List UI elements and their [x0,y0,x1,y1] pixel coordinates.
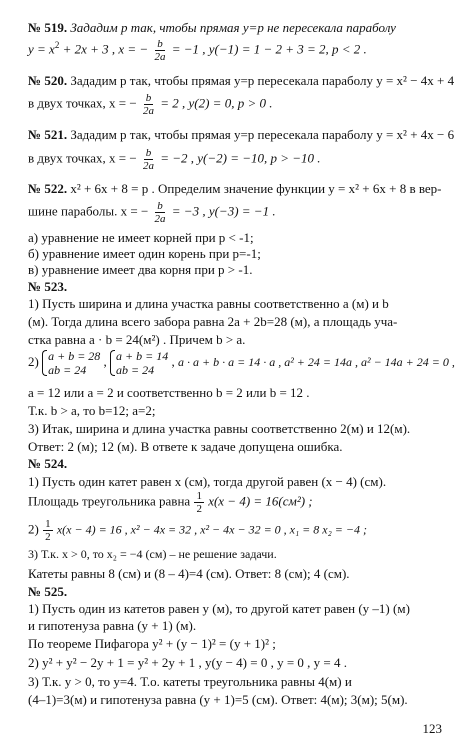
problem-524-line-3 [28,518,367,543]
problem-522-answer-a: а) уравнение не имеет корней при p < -1; [28,230,254,245]
problem-525-line-6: (4–1)=3(м) и гипотенуза равна (y + 1)=5 (см). Ответ: 4(м); 3(м); 5(м). [28,692,408,707]
problem-523-number: № 523. [28,279,68,294]
fraction-b-2a [152,38,167,63]
formula-part: 2) [28,521,43,537]
formula-part: Площадь треугольника равна [28,493,194,509]
problem-525-number: № 525. [28,584,68,599]
problem-522-text: x² + 6x + 8 = p . Определим значение функции y = x² + 6x + 8 в вер- [67,181,442,196]
fraction-one-half [194,490,204,515]
formula-part: = −1 , y(−1) = 1 − 2 + 3 = 2, p < 2 . [171,41,367,57]
formula-part: y = x [28,41,55,57]
problem-523-line-3: стка равна a · b = 24(м²) . Причем b > a. [28,332,246,347]
fraction-denominator: 2a [154,213,166,225]
formula-part: в двух точках, x = − [28,150,137,166]
problem-523-line-7: 3) Итак, ширина и длина участка равны соответственно 2(м) и 12(м). [28,421,411,436]
problem-520-line-1 [28,73,454,89]
problem-520-number: № 520. [28,73,68,88]
fraction-numerator: b [145,147,152,159]
problem-521-line-1 [28,127,454,143]
problem-525-line-3: По теореме Пифагора y² + (y − 1)² = (y + 1)² ; [28,636,276,651]
fraction-numerator: 1 [196,490,202,502]
problem-523-line-8: Ответ: 2 (м); 12 (м). В ответе к задаче допущена ошибка. [28,439,343,454]
equation-system-1 [42,349,100,377]
formula-part: x(x − 4) = 16 , x² − 4x = 32 , x² − 4x − 32 = 0 , x₁ = 8 x₂ = −4 ; [56,522,367,537]
system-eq: ab = 24 [116,363,155,377]
problem-523-systems-line: 2) a + b = 28 ab = 24 , a + b = 14 ab = 24 , a · a + b · a = 14 · a , a² + 24 = 14a , a² − 14a + 24 = 0 , [28,349,455,377]
problem-524-line-4: 3) Т.к. x > 0, то x₂ = −4 (см) – не решение задачи. [28,547,277,561]
problem-523-line-1: 1) Пусть ширина и длина участка равны соответственно a (м) и b [28,296,389,311]
fraction-numerator: 1 [45,518,51,530]
fraction-one-half [43,518,53,543]
problem-520-text: Зададим p так, чтобы прямая y=p пересекала параболу y = x² − 4x + 4 [70,73,455,88]
formula-part: + 2x + 3 , x = − [59,41,149,57]
problem-522-answer-b: б) уравнение имеет один корень при p=-1; [28,246,261,261]
fraction-numerator: b [157,38,163,50]
fraction-numerator: b [157,200,163,212]
page-number: 123 [422,721,442,736]
formula-part: шине параболы. x = − [28,203,149,219]
fraction-numerator: b [145,92,152,104]
fraction-denominator: 2 [45,531,51,543]
fraction-denominator: 2a [142,160,154,172]
problem-525-line-1: 1) Пусть один из катетов равен y (м), то другой катет равен (y –1) (м) [28,601,410,616]
problem-524-line-1: 1) Пусть один катет равен x (см), тогда другой равен (x − 4) (см). [28,474,387,489]
formula-part: a · a + b · a = 14 · a , a² + 24 = 14a , a² − 14a + 24 = 0 , [178,354,455,369]
problem-521-line-2 [28,147,321,172]
formula-part: = −2 , y(−2) = −10, p > −10 . [160,150,321,166]
fraction-denominator: 2a [142,105,154,117]
system-eq: a + b = 14 [116,349,169,363]
problem-519-text: Зададим p так, чтобы прямая y=p не пересекала параболу [70,20,396,35]
problem-522-answer-c: в) уравнение имеет два корня при p > -1. [28,262,253,277]
fraction-denominator: 2a [154,51,166,63]
problem-524-line-5: Катеты равны 8 (см) и (8 – 4)=4 (см). Ответ: 8 (см); 4 (см). [28,566,350,581]
problem-519-number: № 519. [28,20,68,35]
problem-525-line-5: 3) Т.к. y > 0, то y=4. Т.о. катеты треугольника равны 4(м) и [28,674,352,689]
fraction-b-2a [141,92,156,117]
problem-521-number: № 521. [28,127,68,142]
fraction-denominator: 2 [196,503,202,515]
problem-522-line-2 [28,200,276,225]
formula-part: = −3 , y(−3) = −1 . [171,203,276,219]
problem-523-line-6: Т.к. b > a, то b=12; a=2; [28,403,156,418]
problem-524-number: № 524. [28,456,68,471]
problem-520-line-2 [28,92,272,117]
system-eq: ab = 24 [48,363,87,377]
problem-519-line-2: $y = x^2 + 2x + 3$ , x = − $\frac{b}{2a}$ = −1 , y(−1) = 1 − 2 + 3 = 2, p < 2 . [28,38,367,63]
problem-523-line-2: (м). Тогда длина всего забора равна 2a + 2b=28 (м), а площадь уча- [28,314,398,329]
problem-523-line-5: a = 12 или a = 2 и соответственно b = 2 или b = 12 . [28,385,310,400]
equation-system-2 [110,349,168,377]
formula-part: = 2 , y(2) = 0, p > 0 . [160,95,273,111]
problem-522-line-1 [28,181,442,197]
problem-525-line-4: 2) y² + y² − 2y + 1 = y² + 2y + 1 , y(y − 4) = 0 , y = 0 , y = 4 . [28,655,347,670]
system-eq: a + b = 28 [48,349,101,363]
fraction-b-2a [141,147,156,172]
problem-525-line-2: и гипотенуза равна (y + 1) (м). [28,618,197,633]
problem-521-text: Зададим p так, чтобы прямая y=p пересекала параболу y = x² + 4x − 6 [70,127,455,142]
problem-522-number: № 522. [28,181,68,196]
problem-524-line-2 [28,490,313,515]
formula-part: в двух точках, x = − [28,95,137,111]
fraction-b-2a [153,200,168,225]
formula-part: x(x − 4) = 16(см²) ; [208,493,313,509]
problem-519-line-1 [28,20,396,36]
